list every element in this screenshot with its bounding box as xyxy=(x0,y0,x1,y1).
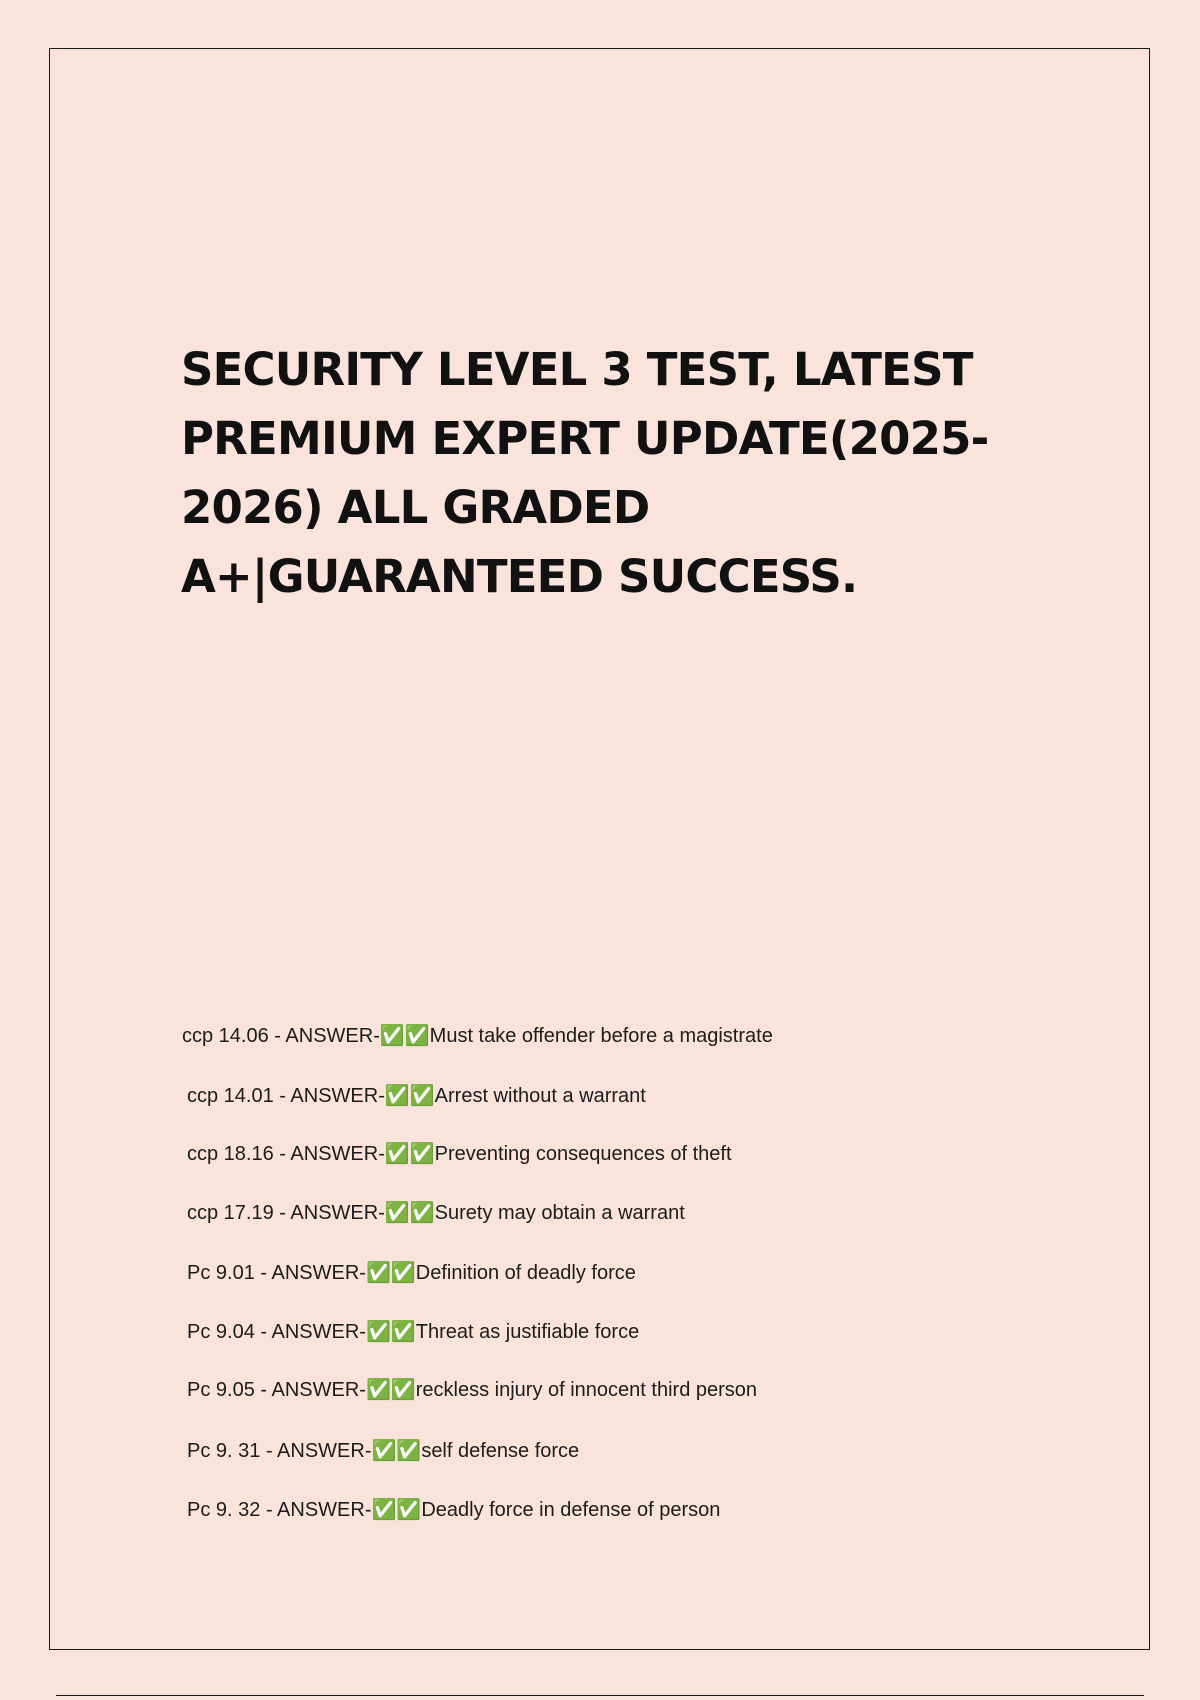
entry-answer: Arrest without a warrant xyxy=(434,1085,646,1107)
entry-term: Pc 9.04 xyxy=(187,1321,255,1343)
entry-separator: - ANSWER-✅✅ xyxy=(268,1025,430,1047)
entry-answer: Definition of deadly force xyxy=(415,1262,636,1284)
entry-term: Pc 9.05 xyxy=(187,1379,255,1401)
answer-entry xyxy=(187,1142,732,1166)
entry-answer: self defense force xyxy=(421,1440,580,1462)
entry-answer: reckless injury of innocent third person xyxy=(415,1379,758,1401)
entry-term: Pc 9. 31 xyxy=(187,1440,261,1462)
entry-separator: - ANSWER-✅✅ xyxy=(273,1085,435,1107)
entry-term: ccp 17.19 xyxy=(187,1202,274,1224)
entry-separator: - ANSWER-✅✅ xyxy=(260,1440,422,1462)
answer-entry xyxy=(187,1439,579,1463)
entry-term: Pc 9. 32 xyxy=(187,1499,261,1521)
entry-answer: Deadly force in defense of person xyxy=(421,1499,721,1521)
title-line: PREMIUM EXPERT UPDATE(2025- xyxy=(181,412,989,465)
title-line: 2026) ALL GRADED xyxy=(181,481,650,534)
entry-separator: - ANSWER-✅✅ xyxy=(254,1321,416,1343)
answer-entry xyxy=(187,1261,636,1285)
answer-entry xyxy=(182,1024,773,1048)
entry-separator: - ANSWER-✅✅ xyxy=(273,1202,435,1224)
entry-answer: Threat as justifiable force xyxy=(415,1321,640,1343)
answer-entry xyxy=(187,1201,685,1225)
entry-term: ccp 14.01 xyxy=(187,1085,274,1107)
entry-separator: - ANSWER-✅✅ xyxy=(273,1143,435,1165)
entry-term: ccp 18.16 xyxy=(187,1143,274,1165)
entry-answer: Must take offender before a magistrate xyxy=(429,1025,773,1047)
answer-entry xyxy=(187,1378,757,1402)
entry-answer: Surety may obtain a warrant xyxy=(434,1202,685,1224)
entry-separator: - ANSWER-✅✅ xyxy=(260,1499,422,1521)
entry-term: ccp 14.06 xyxy=(182,1025,269,1047)
entry-separator: - ANSWER-✅✅ xyxy=(254,1262,416,1284)
answer-entry xyxy=(187,1320,639,1344)
title-line: SECURITY LEVEL 3 TEST, LATEST xyxy=(181,343,973,396)
title-line: A+|GUARANTEED SUCCESS. xyxy=(181,550,858,603)
answer-entry xyxy=(187,1498,720,1522)
entry-term: Pc 9.01 xyxy=(187,1262,255,1284)
entry-separator: - ANSWER-✅✅ xyxy=(254,1379,416,1401)
answer-entry xyxy=(187,1084,646,1108)
bottom-rule xyxy=(56,1695,1144,1696)
entry-answer: Preventing consequences of theft xyxy=(434,1143,732,1165)
